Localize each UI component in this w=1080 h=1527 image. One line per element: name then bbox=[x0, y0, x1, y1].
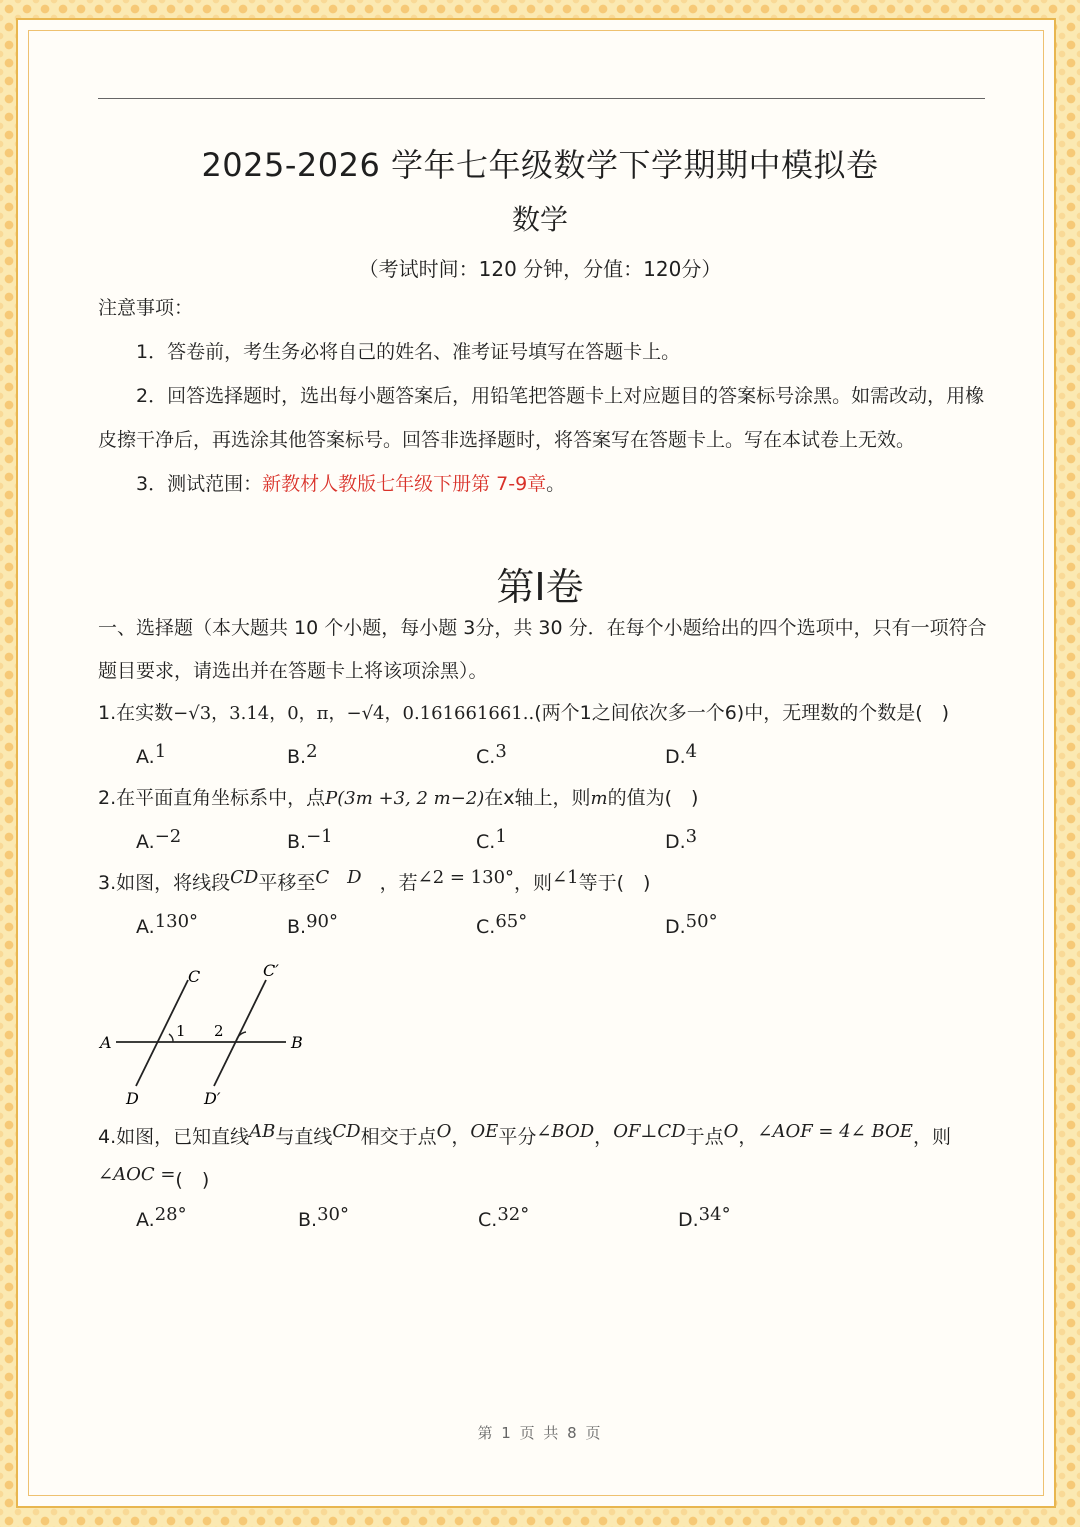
q2-suffix: 的值为( ) bbox=[607, 787, 699, 809]
q3-figure bbox=[96, 958, 316, 1108]
option-letter: D. bbox=[678, 1209, 699, 1231]
q4-sep2: ， bbox=[594, 1126, 614, 1148]
notice-heading: 注意事项： bbox=[98, 297, 194, 319]
q4-line-ab: AB bbox=[249, 1121, 276, 1142]
q4-mid1: 与直线 bbox=[275, 1126, 333, 1148]
notice-item-2-line2: 皮擦干净后，再选涂其他答案标号。回答非选择题时，将答案写在答题卡上。写在本试卷上无效。 bbox=[98, 429, 916, 451]
q3-option-c[interactable] bbox=[476, 911, 528, 938]
angle-1-arc bbox=[169, 1034, 173, 1042]
q4-option-b[interactable] bbox=[298, 1204, 349, 1231]
q4-suffix: ( ) bbox=[175, 1169, 210, 1191]
q4-option-c[interactable] bbox=[478, 1204, 530, 1231]
label-d-prime: D′ bbox=[204, 1089, 221, 1108]
option-value: 130° bbox=[154, 911, 199, 932]
q4-option-d[interactable] bbox=[678, 1204, 731, 1231]
page-footer: 第 1 页 共 8 页 bbox=[477, 1424, 603, 1442]
q1-text: (两个1之间依次多一个6)中，无理数的个数是( ) bbox=[534, 702, 950, 724]
notice-item-3 bbox=[136, 475, 565, 494]
q2-point: P(3m +3, 2 m−2) bbox=[325, 788, 485, 809]
question-3 bbox=[98, 867, 651, 894]
option-letter: B. bbox=[298, 1209, 318, 1231]
option-value: 32° bbox=[497, 1204, 530, 1225]
q2-mid: 在x轴上，则 bbox=[484, 787, 591, 809]
q3-condition: ∠2 = 130° bbox=[417, 867, 515, 888]
q1-numbers: −√3，3.14，0，π，−√4，0.161661661.. bbox=[173, 703, 535, 724]
notice-item-1: 1．答卷前，考生务必将自己的姓名、准考证号填写在答题卡上。 bbox=[136, 341, 681, 363]
q4-angle-aoc: ∠AOC = bbox=[98, 1164, 176, 1185]
option-letter: C. bbox=[476, 916, 496, 938]
exam-subject: 数学 bbox=[511, 203, 568, 236]
q3-angle: ∠1 bbox=[552, 867, 579, 888]
notice-item-2-line1: 2．回答选择题时，选出每小题答案后，用铅笔把答题卡上对应题目的答案标号涂黑。如需改动，用橡 bbox=[136, 385, 985, 407]
q3-option-a[interactable] bbox=[136, 911, 199, 938]
option-letter: D. bbox=[665, 916, 686, 938]
q1-option-a[interactable] bbox=[136, 741, 167, 768]
q4-point-o2: O bbox=[723, 1121, 739, 1142]
option-value: 34° bbox=[698, 1204, 731, 1225]
option-letter: B. bbox=[287, 831, 307, 853]
q1-option-d[interactable] bbox=[665, 741, 698, 768]
section-title: 第Ⅰ卷 bbox=[496, 565, 584, 609]
option-letter: C. bbox=[476, 746, 496, 768]
option-letter: B. bbox=[287, 916, 307, 938]
label-a: A bbox=[100, 1033, 112, 1052]
q4-mid2: 相交于点 bbox=[360, 1126, 437, 1148]
option-letter: D. bbox=[665, 831, 686, 853]
q1-option-b[interactable] bbox=[287, 741, 318, 768]
label-d: D bbox=[126, 1089, 139, 1108]
header-rule bbox=[98, 98, 985, 99]
option-value: 50° bbox=[685, 911, 718, 932]
q4-tail: ，则 bbox=[912, 1126, 951, 1148]
question-2 bbox=[98, 789, 698, 808]
exam-info: （考试时间：120 分钟，分值：120分） bbox=[358, 257, 722, 281]
option-value: 1 bbox=[154, 741, 167, 762]
q4-oe: OE bbox=[470, 1121, 499, 1142]
q3-suffix: 等于( ) bbox=[578, 872, 651, 894]
q4-option-a[interactable] bbox=[136, 1204, 187, 1231]
option-letter: A. bbox=[136, 916, 155, 938]
label-c-prime: C′ bbox=[263, 961, 279, 980]
option-value: 1 bbox=[495, 826, 507, 847]
option-value: −2 bbox=[154, 826, 182, 847]
q4-mid4: 于点 bbox=[685, 1126, 724, 1148]
q2-option-b[interactable] bbox=[287, 826, 333, 853]
option-value: 3 bbox=[495, 741, 507, 762]
label-angle-2: 2 bbox=[214, 1022, 224, 1040]
q4-of-perp: OF⊥CD bbox=[613, 1121, 686, 1142]
q4-sep1: ， bbox=[451, 1126, 471, 1148]
q4-angle-bod: ∠BOD bbox=[536, 1121, 595, 1142]
option-letter: C. bbox=[478, 1209, 498, 1231]
q3-option-d[interactable] bbox=[665, 911, 718, 938]
option-value: 30° bbox=[317, 1204, 349, 1225]
option-value: 28° bbox=[154, 1204, 187, 1225]
label-c: C bbox=[188, 967, 201, 986]
option-value: 3 bbox=[685, 826, 698, 847]
q2-option-c[interactable] bbox=[476, 826, 507, 853]
test-range: 新教材人教版七年级下册第 7-9章 bbox=[262, 473, 547, 495]
q4-sep3: ， bbox=[738, 1126, 758, 1148]
section-intro-line1: 一、选择题（本大题共 10 个小题，每小题 3分，共 30 分．在每个小题给出的四个选项中，只有一项符合 bbox=[98, 617, 987, 639]
exam-title: 2025-2026 学年七年级数学下学期期中模拟卷 bbox=[201, 146, 879, 184]
option-value: 65° bbox=[495, 911, 528, 932]
q4-prefix: 4.如图，已知直线 bbox=[98, 1126, 250, 1148]
option-letter: A. bbox=[136, 831, 155, 853]
q2-prefix: 2.在平面直角坐标系中，点 bbox=[98, 787, 326, 809]
q3-mid1: 平移至 bbox=[258, 872, 316, 894]
q4-condition: ∠AOF = 4∠ BOE bbox=[757, 1121, 913, 1142]
q2-option-a[interactable] bbox=[136, 826, 182, 853]
section-intro-line2: 题目要求，请选出并在答题卡上将该项涂黑）。 bbox=[98, 660, 488, 682]
notice-item-3-suffix: 。 bbox=[546, 473, 566, 495]
option-letter: A. bbox=[136, 746, 155, 768]
question-4-line2 bbox=[98, 1164, 210, 1191]
q1-option-c[interactable] bbox=[476, 741, 507, 768]
option-letter: C. bbox=[476, 831, 496, 853]
q3-option-b[interactable] bbox=[287, 911, 338, 938]
option-value: 90° bbox=[306, 911, 338, 932]
option-letter: D. bbox=[665, 746, 686, 768]
option-letter: A. bbox=[136, 1209, 155, 1231]
q3-prefix: 3.如图，将线段 bbox=[98, 872, 231, 894]
q4-line-cd: CD bbox=[332, 1121, 361, 1142]
angle-2-arc bbox=[236, 1032, 246, 1042]
question-4-line1 bbox=[98, 1121, 951, 1148]
option-value: 4 bbox=[685, 741, 698, 762]
q3-mid2: ，若 bbox=[379, 872, 418, 894]
q2-var: m bbox=[590, 788, 608, 809]
option-letter: B. bbox=[287, 746, 307, 768]
q3-mid3: ，则 bbox=[514, 872, 553, 894]
q4-mid3: 平分 bbox=[498, 1126, 537, 1148]
q1-prefix: 1.在实数 bbox=[98, 702, 174, 724]
q2-option-d[interactable] bbox=[665, 826, 698, 853]
q3-seg1: CD bbox=[230, 867, 259, 888]
notice-item-3-prefix: 3．测试范围： bbox=[136, 473, 263, 495]
option-value: −1 bbox=[306, 826, 333, 847]
label-b: B bbox=[291, 1033, 303, 1052]
q3-seg2: C D bbox=[315, 867, 362, 888]
question-1 bbox=[98, 704, 949, 723]
label-angle-1: 1 bbox=[176, 1022, 186, 1040]
option-value: 2 bbox=[306, 741, 318, 762]
q4-point-o: O bbox=[436, 1121, 452, 1142]
